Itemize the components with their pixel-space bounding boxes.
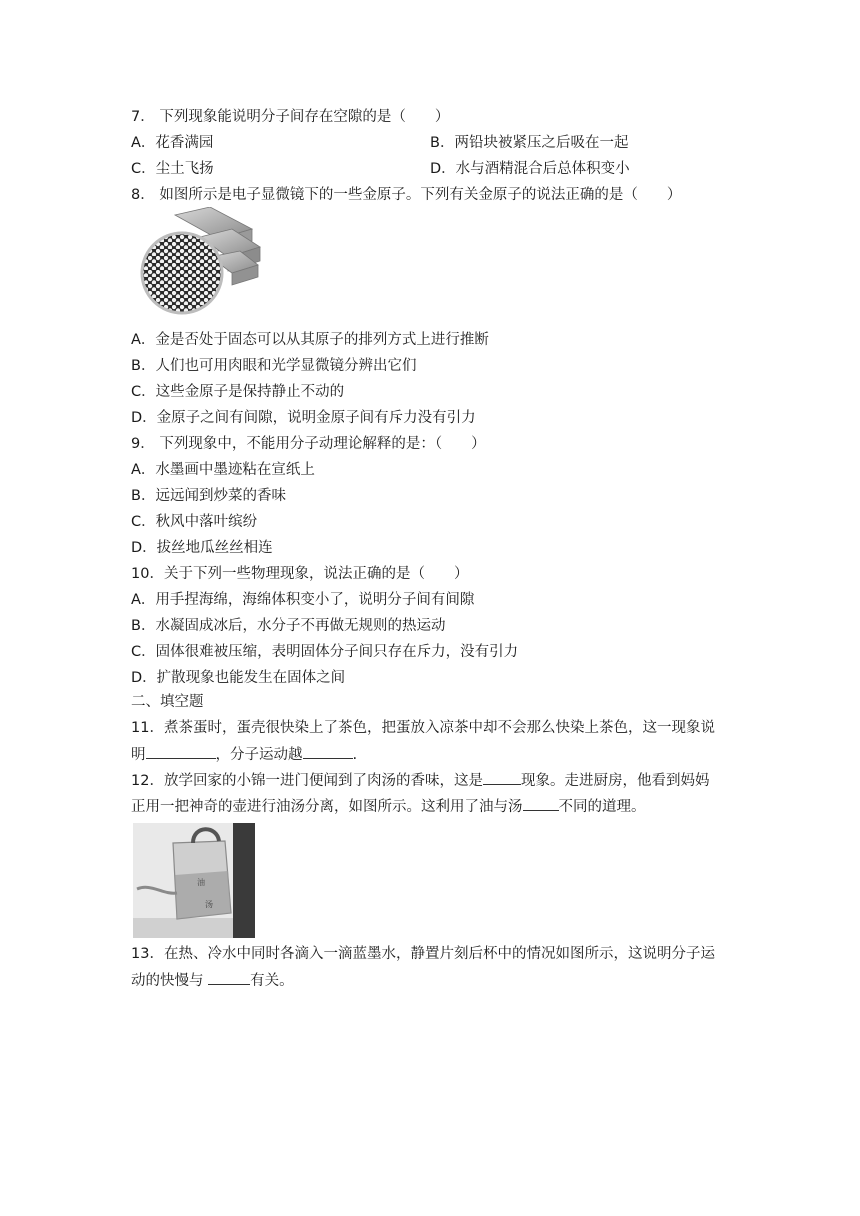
q7-stem: 7． 下列现象能说明分子间存在空隙的是（ ） — [131, 109, 450, 125]
q13-text-a: 动的快慢与 — [131, 973, 209, 989]
q11-line1: 11．煮茶蛋时，蛋壳很快染上了茶色，把蛋放入凉茶中却不会那么快染上茶色，这一现象说 — [131, 720, 715, 736]
q12-line1 — [131, 770, 709, 791]
q9-option-b: B．远远闻到炒菜的香味 — [131, 488, 286, 504]
oil-soup-separator-figure — [133, 823, 255, 938]
q8-option-c: C．这些金原子是保持静止不动的 — [131, 384, 345, 400]
q8-stem: 8． 如图所示是电子显微镜下的一些金原子。下列有关金原子的说法正确的是（ ） — [131, 187, 682, 203]
q7-option-c: C．尘土飞扬 — [131, 161, 214, 177]
q10-option-d: D．扩散现象也能发生在固体之间 — [131, 670, 346, 686]
q8-option-b: B．人们也可用肉眼和光学显微镜分辨出它们 — [131, 358, 417, 374]
q12-blank-1[interactable] — [483, 770, 521, 785]
q12-blank-2[interactable] — [523, 796, 559, 811]
q9-stem: 9． 下列现象中，不能用分子动理论解释的是：（ ） — [131, 436, 486, 452]
q12-line2 — [131, 796, 646, 817]
gold-atoms-figure — [140, 207, 265, 317]
q7-option-a: A．花香满园 — [131, 135, 214, 151]
q13-blank-1[interactable] — [208, 970, 250, 985]
section-heading-fill-in: 二、填空题 — [131, 694, 204, 710]
q8-option-a: A．金是否处于固态可以从其原子的排列方式上进行推断 — [131, 332, 489, 348]
label-oil: 油 — [197, 878, 205, 887]
q9-option-c: C．秋风中落叶缤纷 — [131, 514, 258, 530]
q11-blank-2[interactable] — [303, 744, 353, 759]
q12-text-c: 正用一把神奇的壶进行油汤分离，如图所示。这利用了油与汤 — [131, 799, 523, 815]
q12-text-d: 不同的道理。 — [558, 799, 646, 815]
q11-line2 — [131, 744, 357, 765]
q11-text-c: . — [352, 747, 358, 763]
q11-text-b: ，分子运动越 — [215, 747, 303, 763]
q9-option-d: D．拔丝地瓜丝丝相连 — [131, 540, 273, 556]
q11-blank-1[interactable] — [146, 744, 216, 759]
q8-option-d: D．金原子之间有间隙，说明金原子间有斥力没有引力 — [131, 410, 476, 426]
q10-option-c: C．固体很难被压缩，表明固体分子间只存在斥力，没有引力 — [131, 644, 519, 660]
q10-stem: 10．关于下列一些物理现象，说法正确的是（ ） — [131, 566, 469, 582]
q13-line2 — [131, 970, 294, 991]
q7-option-b: B．两铅块被紧压之后吸在一起 — [430, 135, 629, 151]
q13-line1: 13．在热、冷水中同时各滴入一滴蓝墨水，静置片刻后杯中的情况如图所示，这说明分子运 — [131, 946, 715, 962]
q9-option-a: A．水墨画中墨迹粘在宣纸上 — [131, 462, 315, 478]
label-soup: 汤 — [205, 900, 213, 909]
q11-text-a: 明 — [131, 747, 146, 763]
q10-option-b: B．水凝固成冰后，水分子不再做无规则的热运动 — [131, 618, 446, 634]
q7-option-d: D．水与酒精混合后总体积变小 — [430, 161, 630, 177]
q10-option-a: A．用手捏海绵，海绵体积变小了，说明分子间有间隙 — [131, 592, 475, 608]
q13-text-b: 有关。 — [250, 973, 294, 989]
q12-text-b: 现象。走进厨房，他看到妈妈 — [520, 773, 710, 789]
q12-text-a: 12．放学回家的小锦一进门便闻到了肉汤的香味，这是 — [131, 773, 483, 789]
